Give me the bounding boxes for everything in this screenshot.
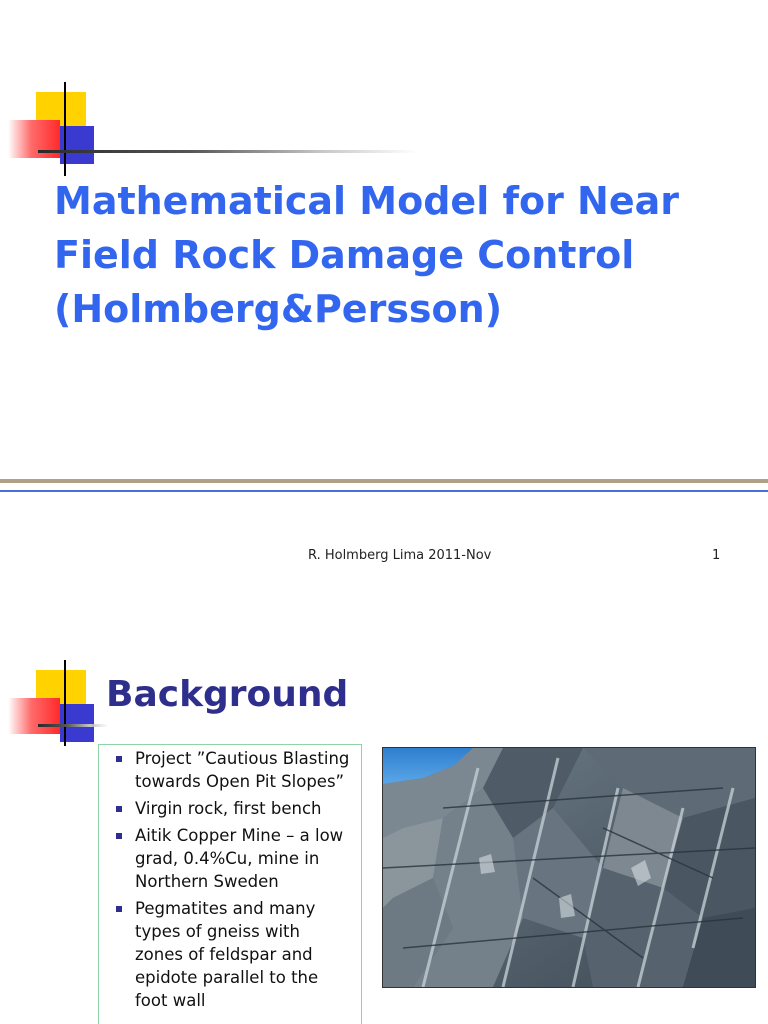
square-bullet-icon	[116, 756, 122, 762]
bullet-text-line: grad, 0.4%Cu, mine in	[135, 849, 320, 868]
bullet-text-line: Northern Sweden	[135, 872, 279, 891]
slide-logo-icon	[0, 78, 420, 178]
slide-title	[54, 174, 744, 336]
bullet-text-line: types of gneiss with	[135, 922, 300, 941]
slide-title-line: Mathematical Model for Near	[54, 179, 680, 223]
bullet-text-line: epidote parallel to the	[135, 968, 319, 987]
slide-title-line: (Holmberg&Persson)	[54, 287, 503, 331]
bullet-item	[113, 797, 355, 820]
square-bullet-icon	[116, 833, 122, 839]
slide-footer: R. Holmberg Lima 2011-Nov	[308, 548, 492, 563]
bullet-item	[113, 897, 355, 1012]
square-bullet-icon	[116, 806, 122, 812]
bullet-text-line: Aitik Copper Mine – a low	[135, 826, 344, 845]
bullet-text-line: towards Open Pit Slopes”	[135, 772, 345, 791]
slide-separator	[0, 490, 768, 492]
bullet-text-line: Virgin rock, first bench	[135, 799, 322, 818]
square-bullet-icon	[116, 906, 122, 912]
slide-separator	[0, 479, 768, 483]
bullet-text-line: Project ”Cautious Blasting	[135, 749, 350, 768]
bullet-list	[99, 745, 361, 1012]
bullet-text-line: zones of feldspar and	[135, 945, 313, 964]
slide-logo-icon	[0, 658, 110, 758]
bullet-list-box	[98, 744, 362, 1024]
slide-title: Background	[106, 674, 349, 715]
rock-face-photo	[382, 747, 756, 988]
background-slide	[0, 640, 768, 1024]
bullet-item	[113, 824, 355, 893]
bullet-text-line: foot wall	[135, 991, 206, 1010]
bullet-item	[113, 747, 355, 793]
slide-title-line: Field Rock Damage Control	[54, 233, 635, 277]
bullet-text-line: Pegmatites and many	[135, 899, 316, 918]
page-number: 1	[712, 548, 721, 563]
